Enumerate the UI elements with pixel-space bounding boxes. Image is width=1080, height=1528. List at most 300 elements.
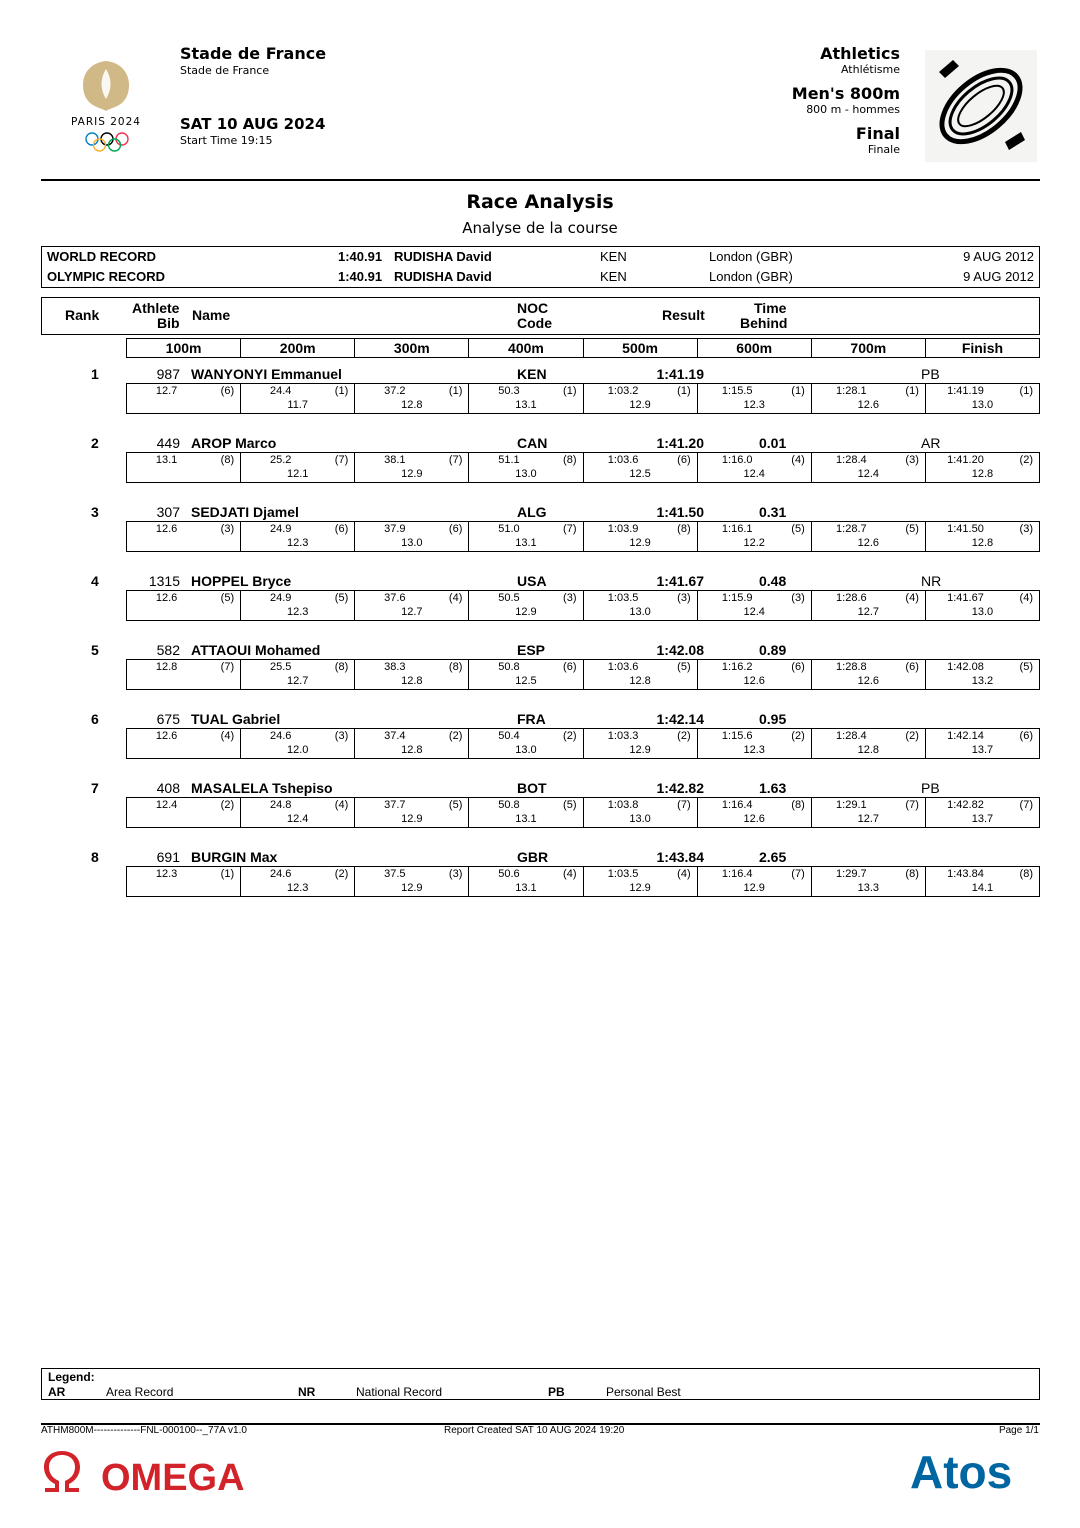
split-cumulative: 1:03.8 (607, 799, 639, 811)
split-segment: 12.6 (743, 813, 765, 825)
split-cell (469, 729, 583, 758)
split-position: (5) (334, 592, 349, 604)
legend-code: NR (298, 1385, 316, 1399)
split-cumulative: 1:28.4 (836, 454, 867, 466)
record-row (42, 267, 1039, 287)
split-segment: 12.7 (857, 606, 880, 618)
split-cumulative: 12.6 (155, 592, 178, 604)
split-position: (1) (334, 385, 349, 397)
record-row (42, 247, 1039, 267)
split-cell (926, 660, 1039, 689)
split-segment: 13.1 (515, 399, 537, 411)
split-cumulative: 1:29.7 (836, 868, 867, 880)
split-segment: 12.9 (743, 882, 765, 894)
col-athlete: Athlete (132, 300, 180, 316)
split-position: (3) (563, 592, 577, 604)
split-cell (355, 522, 469, 551)
split-cell (698, 660, 812, 689)
record-date: 9 AUG 2012 (963, 249, 1034, 264)
split-segment: 12.8 (629, 675, 651, 687)
col-name: Name (192, 307, 231, 323)
split-cell (127, 453, 241, 482)
split-cell (698, 729, 812, 758)
split-cumulative: 50.8 (498, 661, 520, 673)
athlete-summary (41, 709, 1040, 729)
split-cell (584, 798, 698, 827)
split-segment: 13.7 (971, 813, 994, 825)
split-cumulative: 37.5 (384, 868, 406, 880)
athlete-time-behind: 0.01 (759, 435, 787, 451)
split-position: (4) (905, 592, 919, 604)
split-segment: 13.0 (971, 606, 994, 618)
split-cumulative: 1:15.5 (721, 385, 753, 397)
split-segment: 12.4 (286, 813, 309, 825)
athlete-bib: 582 (156, 642, 180, 658)
athlete-result: 1:41.19 (656, 366, 704, 382)
split-position: (1) (905, 385, 919, 397)
split-segment: 12.9 (629, 744, 651, 756)
split-position: (4) (791, 454, 805, 466)
athlete-row (41, 433, 1040, 502)
split-position: (2) (1019, 454, 1033, 466)
split-cumulative: 50.4 (498, 730, 520, 742)
split-cumulative: 12.4 (155, 799, 178, 811)
split-position: (4) (334, 799, 349, 811)
athlete-summary (41, 502, 1040, 522)
split-cumulative: 37.6 (384, 592, 406, 604)
split-segment: 12.8 (971, 468, 994, 480)
omega-logo (41, 1448, 281, 1496)
split-cumulative: 24.6 (270, 730, 292, 742)
split-cell (584, 453, 698, 482)
split-cumulative: 1:41.19 (947, 385, 984, 397)
split-cell (926, 522, 1039, 551)
sport-title: Athletics (820, 44, 900, 63)
col-result: Result (662, 307, 705, 323)
legend-desc: Area Record (106, 1385, 174, 1399)
record-time: 1:40.91 (338, 249, 383, 264)
athlete-name: SEDJATI Djamel (191, 504, 299, 520)
split-cell (469, 660, 583, 689)
split-position: (5) (1019, 661, 1033, 673)
split-times (126, 866, 1040, 897)
split-position: (3) (220, 523, 235, 535)
split-position: (6) (334, 523, 349, 535)
split-cell (127, 591, 241, 620)
athlete-noc: ESP (517, 642, 546, 658)
split-header (126, 338, 1040, 358)
split-cumulative: 12.6 (155, 730, 178, 742)
split-times (126, 452, 1040, 483)
split-segment: 12.3 (743, 744, 765, 756)
report-created: Report Created SAT 10 AUG 2024 19:20 (444, 1425, 625, 1436)
split-cell (584, 522, 698, 551)
split-position: (3) (1019, 523, 1033, 535)
athlete-rank: 8 (91, 849, 99, 865)
split-cumulative: 50.6 (498, 868, 520, 880)
athlete-result: 1:42.08 (656, 642, 704, 658)
split-cell (241, 729, 355, 758)
split-cell (469, 522, 583, 551)
athlete-noc: GBR (517, 849, 549, 865)
athlete-row (41, 571, 1040, 640)
split-cumulative: 1:16.4 (721, 868, 753, 880)
record-noc: KEN (600, 269, 627, 284)
split-cell (812, 798, 926, 827)
split-segment: 12.2 (743, 537, 765, 549)
split-cumulative: 24.9 (270, 592, 292, 604)
athlete-summary (41, 847, 1040, 867)
split-cell (926, 384, 1039, 413)
split-segment: 12.3 (286, 882, 309, 894)
split-label: 700m (812, 339, 926, 357)
split-cell (698, 453, 812, 482)
split-cumulative: 1:03.5 (607, 868, 639, 880)
split-cell (698, 591, 812, 620)
athlete-bib: 987 (156, 366, 180, 382)
split-position: (7) (1019, 799, 1033, 811)
record-label: OLYMPIC RECORD (47, 269, 165, 284)
split-cell (812, 591, 926, 620)
split-cell (926, 591, 1039, 620)
olympic-rings-icon (84, 132, 130, 152)
split-cumulative: 37.7 (384, 799, 406, 811)
split-position: (3) (791, 592, 805, 604)
split-cell (355, 729, 469, 758)
athlete-summary (41, 364, 1040, 384)
split-cell (584, 660, 698, 689)
column-header (41, 297, 1040, 335)
split-cumulative: 1:28.6 (836, 592, 867, 604)
split-position: (8) (1019, 868, 1033, 880)
split-position: (2) (334, 868, 349, 880)
split-position: (3) (334, 730, 349, 742)
split-position: (4) (220, 730, 235, 742)
athlete-row (41, 640, 1040, 709)
split-cell (812, 867, 926, 896)
legend-title: Legend: (48, 1370, 95, 1384)
split-cell (584, 384, 698, 413)
split-position: (5) (448, 799, 463, 811)
split-position: (2) (448, 730, 463, 742)
athlete-name: BURGIN Max (191, 849, 278, 865)
athlete-name: ATTAOUI Mohamed (191, 642, 321, 658)
split-cumulative: 1:16.0 (721, 454, 753, 466)
split-segment: 13.1 (515, 882, 537, 894)
athlete-bib: 408 (156, 780, 180, 796)
split-label: 200m (241, 339, 355, 357)
split-position: (7) (791, 868, 805, 880)
athlete-rank: 6 (91, 711, 99, 727)
athlete-row (41, 778, 1040, 847)
athlete-name: MASALELA Tshepiso (191, 780, 333, 796)
athlete-bib: 449 (156, 435, 180, 451)
split-cell (812, 453, 926, 482)
split-position: (5) (791, 523, 805, 535)
split-position: (7) (563, 523, 577, 535)
event-date: SAT 10 AUG 2024 (180, 115, 326, 133)
split-cumulative: 24.8 (270, 799, 292, 811)
split-position: (1) (448, 385, 463, 397)
split-position: (7) (448, 454, 463, 466)
split-cell (584, 867, 698, 896)
athlete-result: 1:41.20 (656, 435, 704, 451)
athlete-result: 1:41.50 (656, 504, 704, 520)
split-cumulative: 24.9 (270, 523, 292, 535)
record-badge: PB (921, 366, 940, 382)
athlete-name: TUAL Gabriel (191, 711, 281, 727)
record-place: London (GBR) (709, 249, 793, 264)
split-position: (4) (448, 592, 463, 604)
record-place: London (GBR) (709, 269, 793, 284)
split-cumulative: 38.3 (384, 661, 406, 673)
document-code: ATHM800M--------------FNL-000100--_77A v1.0 (41, 1425, 247, 1436)
split-cell (812, 384, 926, 413)
split-cumulative: 1:16.1 (721, 523, 753, 535)
split-cumulative: 13.1 (155, 454, 178, 466)
split-label: 100m (127, 339, 241, 357)
atos-logo (910, 1448, 1040, 1494)
split-label: Finish (961, 340, 1004, 356)
split-cumulative: 50.8 (498, 799, 520, 811)
split-cumulative: 37.2 (384, 385, 406, 397)
split-cumulative: 1:28.7 (836, 523, 867, 535)
split-segment: 12.3 (286, 537, 309, 549)
split-position: (2) (905, 730, 919, 742)
split-cumulative: 1:15.6 (721, 730, 753, 742)
venue-title: Stade de France (180, 44, 327, 63)
athlete-noc: FRA (517, 711, 546, 727)
atos-wordmark: Atos (910, 1448, 1013, 1494)
split-cumulative: 12.8 (155, 661, 178, 673)
split-position: (1) (791, 385, 805, 397)
split-cumulative: 25.5 (270, 661, 292, 673)
legend-code: PB (548, 1385, 565, 1399)
split-position: (5) (677, 661, 691, 673)
athlete-rank: 5 (91, 642, 99, 658)
split-segment: 12.3 (286, 606, 309, 618)
split-cumulative: 25.2 (270, 454, 292, 466)
split-cumulative: 1:28.1 (836, 385, 867, 397)
split-cell (469, 453, 583, 482)
split-segment: 12.7 (857, 813, 880, 825)
split-times (126, 659, 1040, 690)
split-cell (241, 453, 355, 482)
split-position: (8) (563, 454, 577, 466)
split-cumulative: 1:42.82 (947, 799, 984, 811)
split-position: (2) (563, 730, 577, 742)
split-cumulative: 1:42.14 (947, 730, 984, 742)
split-segment: 12.8 (401, 399, 423, 411)
split-segment: 12.4 (857, 468, 880, 480)
split-position: (5) (563, 799, 577, 811)
split-segment: 11.7 (287, 399, 308, 411)
split-cumulative: 1:41.20 (947, 454, 984, 466)
header-divider (41, 179, 1040, 181)
split-cell (241, 660, 355, 689)
split-position: (3) (677, 592, 691, 604)
split-cell (355, 453, 469, 482)
split-cell (926, 798, 1039, 827)
split-cumulative: 1:41.50 (947, 523, 984, 535)
split-segment: 12.6 (857, 675, 880, 687)
split-segment: 12.9 (629, 537, 651, 549)
split-position: (8) (791, 799, 805, 811)
split-position: (6) (563, 661, 577, 673)
split-segment: 12.4 (743, 468, 765, 480)
split-times (126, 383, 1040, 414)
record-holder: RUDISHA David (394, 269, 492, 284)
col-behind: Behind (740, 315, 788, 331)
split-segment: 12.8 (401, 744, 423, 756)
split-cell (812, 522, 926, 551)
athlete-time-behind: 1.63 (759, 780, 787, 796)
split-position: (8) (448, 661, 463, 673)
split-position: (5) (220, 592, 235, 604)
split-cumulative: 50.3 (498, 385, 520, 397)
athlete-rank: 7 (91, 780, 99, 796)
split-cell (241, 867, 355, 896)
split-position: (6) (448, 523, 463, 535)
athlete-summary (41, 640, 1040, 660)
split-times (126, 521, 1040, 552)
legend-code: AR (48, 1385, 66, 1399)
split-segment: 12.9 (401, 468, 423, 480)
event-subtitle: 800 m - hommes (806, 103, 900, 116)
split-segment: 14.1 (971, 882, 994, 894)
split-cumulative: 12.3 (155, 868, 178, 880)
split-times (126, 797, 1040, 828)
split-position: (1) (1019, 385, 1033, 397)
split-cumulative: 1:03.6 (607, 661, 639, 673)
athlete-bib: 675 (156, 711, 180, 727)
split-position: (7) (677, 799, 691, 811)
split-cumulative: 37.9 (384, 523, 406, 535)
event-title: Men's 800m (791, 84, 900, 103)
col-noc: NOC (517, 300, 549, 316)
athlete-bib: 1315 (148, 573, 180, 589)
split-cell (926, 729, 1039, 758)
athlete-row (41, 502, 1040, 571)
record-label: WORLD RECORD (47, 249, 157, 264)
phase-title: Final (855, 124, 900, 143)
record-badge: AR (921, 435, 941, 451)
athlete-result: 1:42.14 (656, 711, 704, 727)
split-cell (926, 453, 1039, 482)
split-cell (355, 660, 469, 689)
split-segment: 12.7 (401, 606, 423, 618)
athlete-time-behind: 0.31 (759, 504, 787, 520)
split-segment: 13.0 (515, 468, 537, 480)
athlete-summary (41, 571, 1040, 591)
split-cell (812, 729, 926, 758)
split-segment: 13.2 (971, 675, 994, 687)
legend-desc: Personal Best (606, 1385, 681, 1399)
event-block (792, 44, 900, 156)
athletics-track-pictogram (925, 50, 1037, 162)
split-segment: 12.8 (401, 675, 423, 687)
split-cumulative: 1:43.84 (947, 868, 984, 880)
athlete-time-behind: 0.95 (759, 711, 787, 727)
record-badge: NR (921, 573, 942, 589)
split-position: (8) (677, 523, 691, 535)
split-cumulative: 1:03.6 (607, 454, 639, 466)
split-cumulative: 1:03.2 (607, 385, 639, 397)
legend-box (41, 1368, 1040, 1400)
split-cell (469, 798, 583, 827)
split-cumulative: 1:03.3 (607, 730, 639, 742)
split-cumulative: 1:03.9 (607, 523, 639, 535)
split-segment: 12.5 (515, 675, 537, 687)
split-position: (8) (334, 661, 349, 673)
split-position: (6) (1019, 730, 1033, 742)
split-position: (7) (905, 799, 919, 811)
split-segment: 12.7 (286, 675, 309, 687)
split-position: (8) (905, 868, 919, 880)
split-cumulative: 1:42.08 (947, 661, 984, 673)
split-times (126, 728, 1040, 759)
split-cell (469, 384, 583, 413)
athlete-noc: CAN (517, 435, 548, 451)
split-cell (241, 522, 355, 551)
split-segment: 12.8 (857, 744, 880, 756)
athlete-rank: 4 (91, 573, 99, 589)
split-segment: 12.9 (401, 882, 423, 894)
split-cumulative: 1:16.4 (721, 799, 753, 811)
athlete-name: HOPPEL Bryce (191, 573, 292, 589)
athlete-noc: KEN (517, 366, 547, 382)
athlete-name: AROP Marco (191, 435, 277, 451)
split-segment: 12.6 (743, 675, 765, 687)
split-label: 400m (469, 339, 583, 357)
split-position: (2) (220, 799, 235, 811)
split-cell (584, 591, 698, 620)
split-segment: 12.9 (515, 606, 537, 618)
athlete-noc: BOT (517, 780, 547, 796)
split-cumulative: 12.7 (155, 385, 178, 397)
col-time: Time (754, 300, 787, 316)
athlete-rank: 3 (91, 504, 99, 520)
athlete-bib: 691 (156, 849, 180, 865)
split-segment: 13.0 (629, 813, 651, 825)
split-position: (3) (448, 868, 463, 880)
athlete-summary (41, 778, 1040, 798)
split-cell (127, 867, 241, 896)
split-cumulative: 50.5 (498, 592, 520, 604)
split-cumulative: 37.4 (384, 730, 406, 742)
page-title: Race Analysis (466, 191, 614, 213)
split-position: (1) (220, 868, 235, 880)
athlete-name: WANYONYI Emmanuel (191, 366, 342, 382)
split-position: (1) (563, 385, 577, 397)
split-cell (698, 867, 812, 896)
col-code: Code (517, 315, 552, 331)
athlete-bib: 307 (156, 504, 180, 520)
split-segment: 12.5 (629, 468, 651, 480)
split-cumulative: 1:41.67 (947, 592, 984, 604)
split-cumulative: 1:28.8 (836, 661, 867, 673)
split-cell (241, 591, 355, 620)
split-segment: 13.0 (515, 744, 537, 756)
split-cell (127, 522, 241, 551)
athlete-summary (41, 433, 1040, 453)
athlete-rank: 2 (91, 435, 99, 451)
omega-wordmark: OMEGA (101, 1457, 245, 1496)
record-holder: RUDISHA David (394, 249, 492, 264)
split-label: 600m (698, 339, 812, 357)
split-position: (1) (677, 385, 691, 397)
athlete-time-behind: 0.48 (759, 573, 787, 589)
